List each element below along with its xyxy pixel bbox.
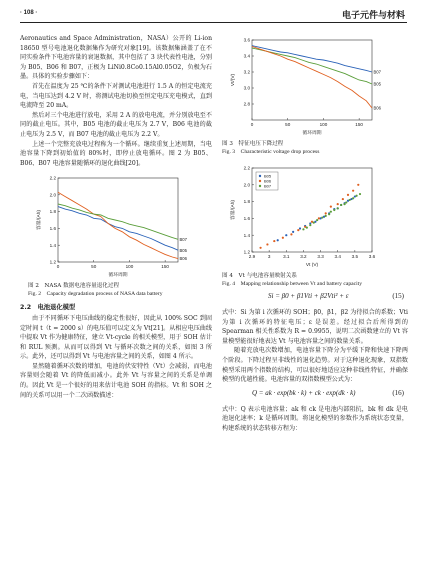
x-tick-label: 100 [125, 264, 134, 270]
legend-label: B05 [264, 173, 272, 179]
data-point [302, 228, 304, 230]
data-point [313, 222, 315, 224]
paragraph: Aeronautics and Space Administration，NASA）公开的 Li-ion 18650 型号电池退化数据集作为研究对象[19]。该数据集涵盖了在不同实验条件下电池容量的衰退数据，其中包括了 3 块代表性电池，分别为 B05、B06 和 B07，正极为 LiNi0.8Co0.15Al0.05O2，负极为石墨。具体的实验步骤如下： [20, 35, 212, 81]
data-point [321, 216, 323, 218]
section-title: 2.2 电池退化模型 [20, 304, 76, 312]
series-end-label: B05 [179, 248, 187, 254]
paragraph: 由于不同循环下电压曲线的稳定性很好，因此从 100% SOC 到固定时间 t（t = 2000 s）的电压值可以定义为 Vt[21]。从相应电压曲线中提取 Vt 作为健康特征，建立 Vt-cycle 的相关模型，用于 SOH 估计和 RUL 预测。从而可以得到 Vt 与循环次数之间的关系，如图 3 所示。此外，还可以得到 Vt 与电池容量之间的关系，如图 4 所示。 [20, 314, 212, 361]
y-tick-label: 1.6 [49, 226, 56, 232]
journal-title: 电子元件与材料 [341, 11, 405, 21]
data-point [297, 229, 299, 231]
data-point [328, 213, 330, 215]
x-tick-label: 3.4 [334, 254, 341, 259]
equation-15-text: Si = β0 + β1Vti + β2Vti² + ε [268, 292, 349, 300]
paragraph: 首先在温度为 25 ℃的条件下对测试电池进行 1.5 A 的恒定电流充电，当电压达到 4.2 V 时，将测试电池切换至恒定电压充电模式，直到电流降至 20 mA。 [20, 82, 212, 110]
data-point [277, 239, 279, 241]
y-tick-label: 3.4 [243, 53, 250, 59]
equation-16-text: Q = ak · exp(bk · k) + ck · exp(dk · k) [252, 388, 356, 397]
data-point [337, 207, 339, 209]
figure-2-chart [34, 172, 187, 282]
y-axis-label: 容量/(Ah) [37, 210, 42, 231]
series-end-label: B06 [373, 105, 381, 111]
series-line [252, 46, 372, 72]
x-tick-label: 150 [161, 264, 169, 270]
y-tick-label: 3.2 [243, 69, 250, 75]
x-tick-label: 3.1 [283, 254, 290, 259]
legend-marker [259, 185, 261, 187]
x-axis-label: 循环周期 [108, 273, 128, 279]
x-tick-label: 150 [355, 122, 363, 127]
figure-2-caption-en: Fig. 2 Capacity degradation process of NASA data battery [28, 291, 163, 298]
paragraph: 式中：Q 表示电池容量；ak 和 ck 是电池内部阻抗，bk 和 dk 是电池退化速率；k 是循环周期。将退化模型的参数作为系统状态变量，构建系统的状态转移方程为： [222, 405, 408, 432]
figure-2-caption-cn: 图 2 NASA 数据电池容量退化过程 [28, 283, 120, 290]
data-point [343, 203, 345, 205]
data-point [345, 201, 347, 203]
data-point [347, 194, 349, 196]
data-point [285, 234, 287, 236]
x-tick-label: 50 [285, 122, 291, 127]
x-tick-label: 3.5 [351, 254, 359, 259]
data-point [273, 240, 275, 242]
legend-marker [259, 175, 261, 177]
paragraph: 然后对三个电池进行放电，采用 2 A 的放电电流，并分别放电至不同的截止电压。其中，B05 电池的截止电压为 2.7 V，B06 电池的截止电压为 2.5 V，而 B07 电池的截止电压为 2.2 V。 [20, 111, 212, 138]
series-line [252, 46, 372, 108]
legend-marker [259, 180, 261, 182]
right-column [222, 34, 408, 434]
left-column [20, 34, 212, 400]
data-point [330, 211, 332, 213]
data-point [325, 215, 327, 217]
figure-3-caption-cn: 图 3 特征电压下降过程 [222, 141, 284, 147]
data-point [357, 184, 359, 186]
y-tick-label: 3.6 [243, 37, 250, 43]
y-tick-label: 1.2 [49, 259, 56, 265]
y-tick-label: 2.8 [243, 101, 250, 107]
figure-4-caption-en: Fig. 4 Mapping relationship between Vt and battery capacity [222, 281, 363, 287]
y-tick-label: 2.2 [49, 175, 56, 181]
y-tick-label: 1.2 [243, 249, 250, 255]
equation-15-number: (15) [392, 292, 404, 300]
x-tick-label: 2.9 [248, 254, 256, 259]
data-point [309, 224, 311, 226]
figure-4-chart [228, 162, 378, 272]
x-tick-label: 3.3 [317, 254, 324, 259]
y-tick-label: 3.0 [243, 85, 250, 91]
y-tick-label: 1.8 [243, 199, 250, 205]
legend-label: B07 [264, 183, 272, 189]
data-point [330, 206, 332, 208]
data-point [292, 231, 294, 233]
data-point [290, 233, 292, 235]
series-line [58, 204, 178, 239]
figure-4 [222, 162, 408, 272]
equation-16-number: (16) [392, 388, 404, 397]
header-rule [20, 22, 407, 23]
data-point [306, 227, 308, 229]
paragraph: 显然随着循环次数的增加，电池的伏安特性（Vt）会减弱，而电池容量则会随着 Vt 的降低而减小。此外 Vt 与容量之间的关系是单调的。因此 Vt 是一个很好的用来估计电池 SOH 的指标。Vt 和 SOH 之间的关系可以用一个二次函数描述： [20, 362, 212, 399]
figure-4-caption-cn: 图 4 Vt 与电池容量映射关系 [222, 273, 297, 279]
figure-3-chart [228, 34, 381, 140]
x-tick-label: 100 [319, 122, 328, 127]
equation-16 [222, 385, 408, 405]
x-tick-label: 50 [91, 264, 97, 270]
equation-15 [222, 288, 408, 308]
data-point [266, 243, 268, 245]
data-point [325, 212, 327, 214]
data-point [352, 190, 354, 192]
page-number: · 108 · [20, 10, 38, 16]
data-point [352, 197, 354, 199]
figure-3 [222, 34, 408, 140]
data-point [349, 199, 351, 201]
paragraph: 式中：Si 为第 i 次循环的 SOH；β0，β1，β2 为待拟合的系数；Vti 为第 i 次循环的特征电压；ε 是误差。经过拟合后所得到的 Spearman 相关性系数为 R = 0.9955，说明二次函数建立的 Vt 容量模型能很好地表达 Vt 与电池容量之间的数量关系。 [222, 309, 408, 345]
legend-label: B06 [264, 178, 272, 184]
series-end-label: B06 [179, 256, 187, 262]
data-point [299, 227, 301, 229]
y-tick-label: 2.0 [49, 192, 56, 198]
paragraph: 上述一个完整充放电过程称为一个循环。继续重复上述周期，当电池容量下降到初始值的 80%时，即停止放电循环。图 2 为 B05、B06、B07 电池容量随循环的退化曲线[20]。 [20, 140, 212, 167]
series-line [252, 48, 372, 84]
data-point [359, 193, 361, 195]
plot-frame [58, 178, 178, 262]
series-line [58, 207, 178, 251]
y-tick-label: 2.2 [243, 165, 250, 171]
y-axis-label: 容量/(Ah) [231, 200, 236, 220]
paragraph: 随着充放电次数增加，电池容量下降分为平缓下降和快速下降两个阶段。下降过程呈非线性的退化趋势。对于这种退化现象，双指数模型采用两个指数的结构，可以很好地适应这种非线性特征，并确保模型的优越性能。电池容量的双指数模型公式为： [222, 347, 408, 384]
data-point [340, 204, 342, 206]
data-point [318, 217, 320, 219]
y-axis-label: Vt/(V) [231, 73, 236, 87]
series-end-label: B05 [373, 81, 381, 87]
x-tick-label: 0 [250, 122, 254, 127]
x-tick-label: 3.2 [300, 254, 307, 259]
x-axis-label: Vt (V) [305, 263, 319, 268]
figure-2 [20, 172, 212, 282]
y-tick-label: 1.4 [243, 232, 250, 238]
data-point [316, 219, 318, 221]
series-end-label: B07 [179, 237, 187, 243]
x-tick-label: 0 [56, 264, 60, 270]
x-tick-label: 3 [267, 254, 271, 259]
data-point [259, 247, 261, 249]
data-point [333, 209, 335, 211]
series-line [58, 193, 178, 259]
x-axis-label: 循环周期 [302, 131, 322, 136]
data-point [337, 203, 339, 205]
y-tick-label: 1.4 [49, 243, 56, 249]
y-tick-label: 2.0 [243, 182, 250, 188]
data-point [282, 237, 284, 239]
figure-3-caption-en: Fig. 3 Characteristic voltage drop process [222, 149, 320, 155]
series-end-label: B07 [373, 69, 381, 75]
y-tick-label: 1.8 [49, 209, 56, 215]
x-tick-label: 3.6 [368, 254, 376, 259]
data-point [342, 198, 344, 200]
data-point [355, 195, 357, 197]
y-tick-label: 1.6 [243, 216, 250, 221]
